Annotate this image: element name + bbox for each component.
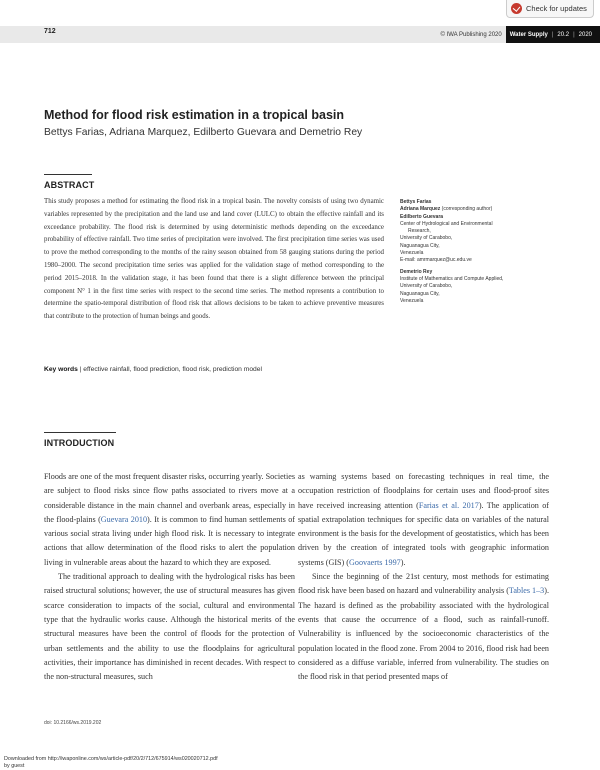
check-for-updates-button[interactable] bbox=[506, 0, 594, 18]
author-name: Edilberto Guevara bbox=[400, 213, 444, 220]
paragraph bbox=[298, 570, 549, 684]
paragraph-text: ). The hazard is defined as the probability associated with the hydrological events that cause the occurrence of a flood, such as rainfall-runoff. Vulnerability is influenced by the socioeconomic characteristics of the population located in the flood zone. From 2004 to 2016, flood risk had been considered as a diffuse variable, inferred from vulnerability. The studies on the flood risk in that period presented maps of bbox=[298, 586, 549, 682]
page-number: 712 bbox=[44, 28, 56, 35]
paragraph bbox=[298, 470, 549, 570]
keywords bbox=[44, 366, 389, 373]
section-rule bbox=[44, 174, 92, 175]
paragraph-text: ). It is common to find human settlements of various social strata living under high flood risk. It is necessary to integrate actions that allow determination of the flood risks to alert the population living in vulnerable areas about the hazard to which they are exposed. bbox=[44, 514, 295, 567]
corresponding-note: (corresponding author) bbox=[440, 206, 493, 213]
affiliation-line: Venezuela bbox=[400, 250, 424, 257]
divider: | bbox=[551, 31, 554, 38]
section-rule bbox=[44, 432, 116, 433]
article-authors: Bettys Farias, Adriana Marquez, Edilberto Guevara and Demetrio Rey bbox=[44, 127, 363, 138]
author-email[interactable]: E-mail: amrmarquez@uc.edu.ve bbox=[400, 257, 472, 264]
affiliation-block bbox=[400, 199, 580, 265]
affiliation-line: University of Carabobo, bbox=[400, 283, 453, 290]
journal-volume: 20.2 bbox=[557, 31, 570, 38]
citation-link[interactable]: Goovaerts 1997 bbox=[349, 557, 401, 567]
paragraph: The traditional approach to dealing with the hydrological risks has been raised structural solutions; however, the use of structural measures has given scarce consideration to impacts of the social, cultural and environmental type that the hydraulic works cause. Although the historical merits of the structural measures have been the control of floods for the protection of urban settlements and the ability to use the floodplains for agricultural activities, their importance has diminished in recent decades. With respect to the non-structural measures, such bbox=[44, 572, 295, 682]
check-icon bbox=[511, 3, 522, 14]
abstract-heading: ABSTRACT bbox=[44, 180, 95, 190]
keywords-list: | effective rainfall, flood prediction, flood risk, prediction model bbox=[79, 366, 262, 373]
journal-name: Water Supply bbox=[509, 31, 548, 38]
footer-line: Downloaded from http://iwaponline.com/ws/article-pdf/20/2/712/675914/ws020020712.pdf bbox=[4, 756, 218, 762]
paragraph-text: ). bbox=[400, 557, 406, 567]
citation-link[interactable]: Farias et al. 2017 bbox=[418, 500, 479, 510]
journal-info bbox=[440, 26, 600, 43]
paragraph-text: ). The application of spatial extrapolation techniques for specific data on variables of the natural environment is the basis for the development of geostatistics, which has been driven by the creation of integrated tools with geographic information systems (GIS) ( bbox=[298, 500, 549, 567]
journal-badge bbox=[506, 26, 600, 43]
paragraph-text: Floods are one of the most frequent disaster risks, occurring yearly. Societies are subject to flood risks since flow paths associated to rivers move at a considerable distance in the main channel and overbank areas, especially in the flood-plains ( bbox=[44, 472, 295, 524]
journal-year: 2020 bbox=[578, 31, 592, 38]
author-name-line bbox=[400, 206, 580, 213]
body-column-right bbox=[298, 470, 549, 684]
affiliation-line: Naguanagua City, bbox=[400, 290, 440, 297]
paragraph-text: as warning systems based on forecasting techniques in real time, the occupation restriction of floodplains for certain uses and flood-proof sites have received increasing attention ( bbox=[298, 472, 549, 510]
citation-link[interactable]: Guevara 2010 bbox=[100, 514, 148, 524]
author-name: Adriana Marquez bbox=[400, 206, 441, 213]
running-header bbox=[0, 26, 600, 43]
affiliation-line: Center of Hydrological and Environmental bbox=[400, 220, 493, 227]
paragraph bbox=[44, 470, 295, 570]
affiliation-line: Institute of Mathematics and Compute Applied, bbox=[400, 275, 504, 282]
download-footer bbox=[4, 756, 218, 770]
abstract-text: This study proposes a method for estimating the flood risk in a tropical basin. The novelty consists of using two dynamic variables represented by the precipitation and the land use and land cover (LULC) to obtain the effective rainfall and its exceedance probability. The flood risk is determined by using deterministic methods depending on the exceedance probability of effective rainfall. Two time series of precipitation were involved. The first precipitation time series was used to prove the method corresponding to the months of the rainy season obtained from 58 gauging stations during the period 1980–2000. The second precipitation time series was applied for the validation stage of method corresponding to the period 2015–2018. In the validation stage, it has been found that there is a slight difference between the principal component N° 1 in the first time series with respect to the second time series. The method represents a contribution to determine the spatio-temporal distribution of flood risk that allows decisions to be taken to achieve preventive measures that contribute to the protection of human beings and goods. bbox=[44, 198, 384, 321]
article-title: Method for flood risk estimation in a tropical basin bbox=[44, 108, 345, 122]
table-link[interactable]: Tables 1–3 bbox=[508, 586, 545, 596]
check-for-updates-label: Check for updates bbox=[526, 4, 587, 13]
keywords-label: Key words bbox=[44, 366, 78, 373]
affiliation-line: Venezuela bbox=[400, 297, 424, 304]
author-name: Bettys Farias bbox=[400, 199, 432, 205]
publisher-label: © IWA Publishing 2020 bbox=[440, 31, 502, 38]
author-name: Demetrio Rey bbox=[400, 268, 433, 275]
affiliation-line: University of Carabobo, bbox=[400, 235, 453, 242]
author-affiliations bbox=[400, 199, 580, 309]
doi-label[interactable]: doi: 10.2166/ws.2019.202 bbox=[44, 720, 102, 726]
introduction-heading: INTRODUCTION bbox=[44, 438, 115, 448]
paragraph-text: Since the beginning of the 21st century, most methods for estimating flood risk have been based on hazard and vulnerability analysis ( bbox=[298, 572, 549, 596]
affiliation-block bbox=[400, 269, 580, 305]
footer-line: by guest bbox=[4, 763, 25, 769]
affiliation-line: Research, bbox=[408, 228, 431, 235]
affiliation-line: Naguanagua City, bbox=[400, 242, 440, 249]
divider: | bbox=[573, 31, 575, 38]
body-column-left bbox=[44, 470, 295, 684]
